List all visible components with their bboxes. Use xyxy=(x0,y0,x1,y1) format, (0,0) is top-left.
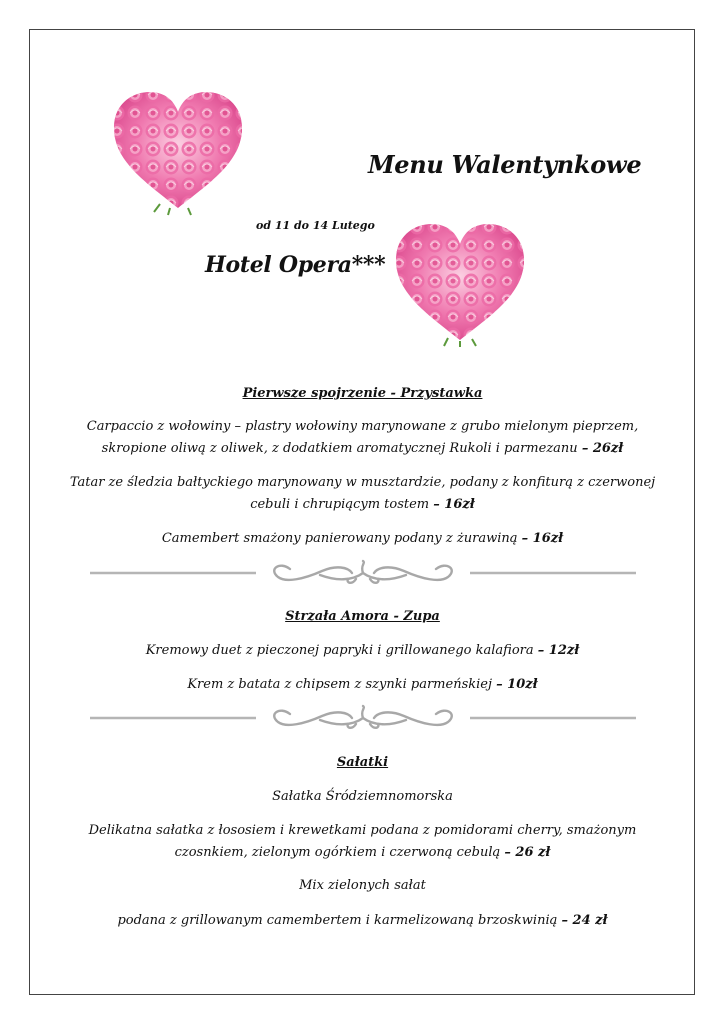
menu-item-desc: Kremowy duet z pieczonej papryki i grillowanego kalafiora xyxy=(145,643,534,658)
date-range: od 11 do 14 Lutego xyxy=(256,219,375,232)
menu-item xyxy=(60,640,665,662)
menu-item-desc: cebuli i chrupiącym tostem xyxy=(250,497,430,512)
menu-item-desc: skropione oliwą z oliwek, z dodatkiem aromatycznej Rukoli i parmezanu xyxy=(101,441,578,456)
rose-heart-image xyxy=(108,86,248,216)
menu-item-desc: Krem z batata z chipsem z szynki parmeńskiej xyxy=(187,677,492,692)
menu-item xyxy=(60,528,665,550)
menu-item-desc: Camembert smażony panierowany podany z żurawiną xyxy=(161,531,518,546)
menu-item xyxy=(60,910,665,932)
ornament-divider xyxy=(90,559,636,587)
section-heading: Sałatki xyxy=(336,755,389,770)
section-heading: Strzała Amora - Zupa xyxy=(285,609,440,624)
menu-item-price: – 26zł xyxy=(581,441,624,456)
menu-item xyxy=(60,674,665,696)
menu-item-name: Mix zielonych sałat xyxy=(299,878,426,893)
menu-item xyxy=(60,842,665,864)
menu-item xyxy=(60,494,665,516)
menu-item xyxy=(60,438,665,460)
menu-item-price: – 24 zł xyxy=(561,913,608,928)
menu-item-name: Sałatka Śródziemnomorska xyxy=(272,789,453,804)
hotel-name: Hotel Opera*** xyxy=(205,252,386,278)
menu-item-desc: Tatar ze śledzia bałtyckiego marynowany w musztardzie, podany z konfiturą z czerwonej xyxy=(69,475,656,490)
menu-item-price: – 12zł xyxy=(537,643,580,658)
menu-item-desc: Carpaccio z wołowiny – plastry wołowiny marynowane z grubo mielonym pieprzem, xyxy=(86,419,639,434)
menu-item-desc: podana z grillowanym camembertem i karmelizowaną brzoskwinią xyxy=(117,913,558,928)
ornament-divider xyxy=(90,704,636,732)
menu-item-price: – 16zł xyxy=(433,497,475,512)
section-heading: Pierwsze spojrzenie - Przystawka xyxy=(242,386,483,401)
menu-item-price: – 26 zł xyxy=(504,845,551,860)
menu-title: Menu Walentynkowe xyxy=(368,150,642,179)
menu-item-price: – 10zł xyxy=(496,677,538,692)
menu-item-desc: czosnkiem, zielonym ogórkiem i czerwoną cebulą xyxy=(174,845,501,860)
rose-heart-image xyxy=(390,218,530,348)
menu-item-price: – 16zł xyxy=(521,531,564,546)
menu-item-desc: Delikatna sałatka z łososiem i krewetkami podana z pomidorami cherry, smażonym xyxy=(88,823,637,838)
